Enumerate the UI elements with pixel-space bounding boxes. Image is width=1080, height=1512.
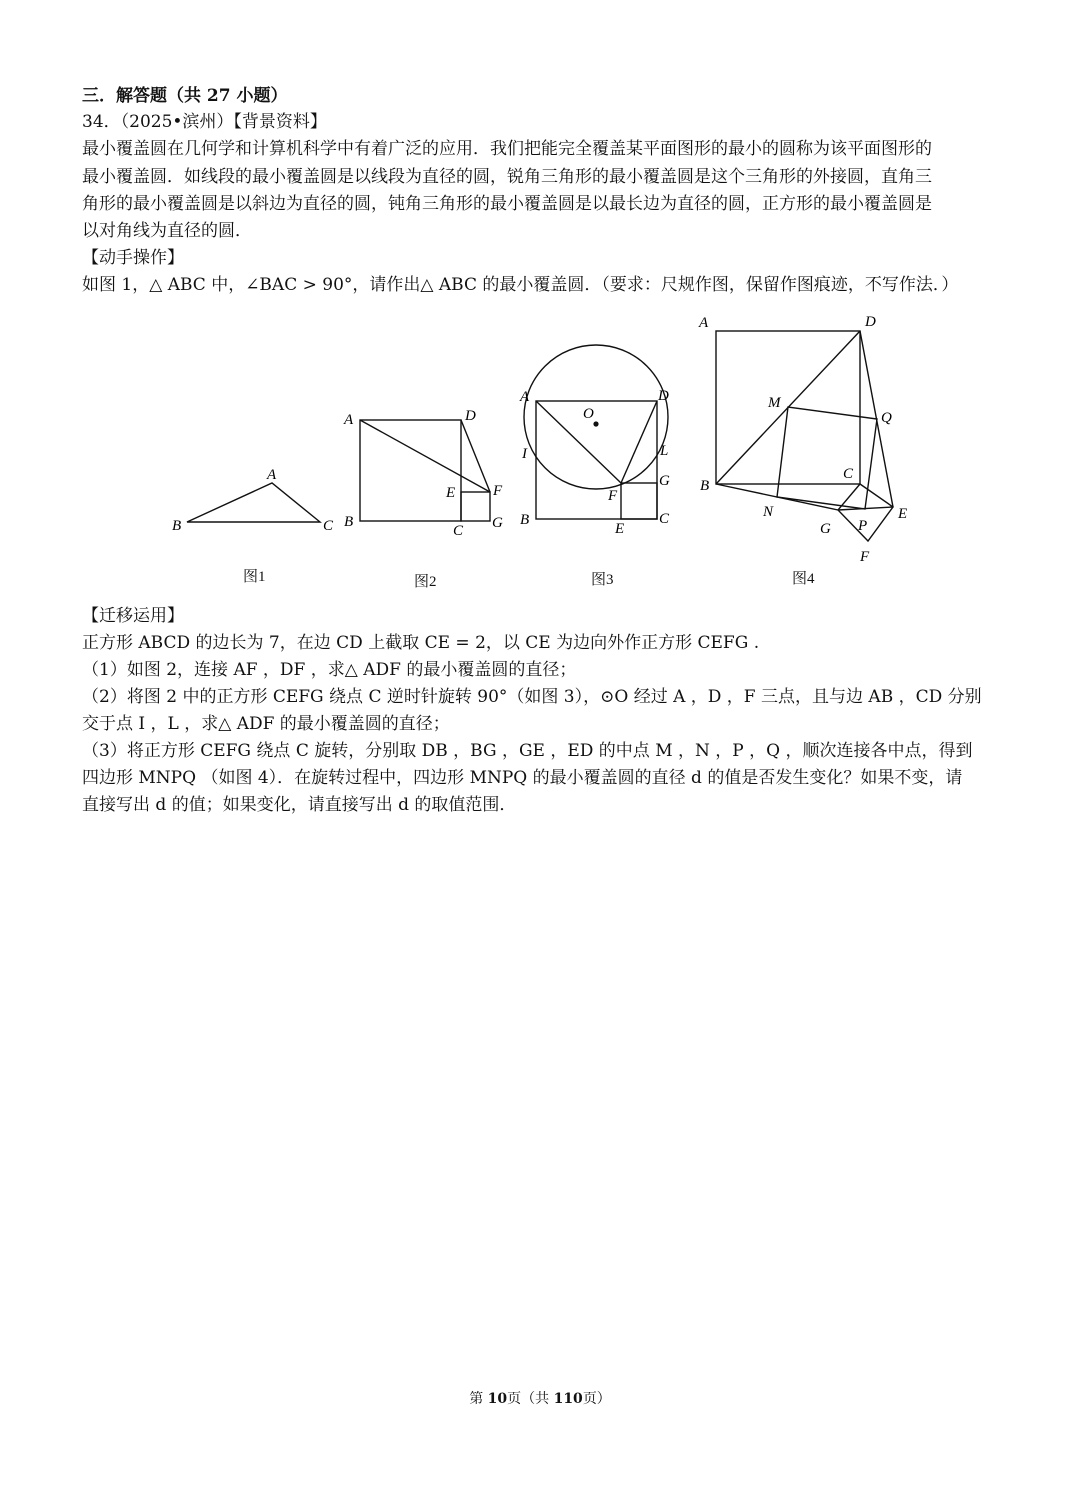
page-footer [0,1388,1080,1408]
fig4-label-g: G [820,521,831,537]
fig4-label-p: P [858,518,868,534]
fig1-label-c: C [323,518,334,534]
footer-post: 页） [582,1391,611,1407]
fig2-label-a: A [344,412,354,428]
fig4-label-e: E [898,506,908,522]
fig4-label-c: C [843,466,854,482]
background-line: 角形的最小覆盖圆是以斜边为直径的圆，钝角三角形的最小覆盖圆是以最长边为直径的圆，正方形的最小覆盖圆是 [82,194,932,214]
fig3-center-dot [593,421,598,426]
fig3-label-o: O [583,406,594,422]
footer-total-pages: 110 [553,1391,583,1407]
transfer-title: 【迁移运用】 [82,606,184,626]
fig3-label-l: L [660,443,669,459]
figure-caption-3: 图3 [591,572,614,588]
footer-page-number: 10 [487,1391,508,1407]
fig2-label-b: B [344,514,354,530]
fig4-label-n: N [763,504,774,520]
background-line: 最小覆盖圆在几何学和计算机科学中有着广泛的应用．我们把能完全覆盖某平面图形的最小的圆称为该平面图形的 [82,139,932,159]
fig3-label-g: G [659,473,670,489]
figure-caption-2: 图2 [414,574,437,590]
transfer-line: 四边形 MNPQ （如图 4）．在旋转过程中，四边形 MNPQ 的最小覆盖圆的直径 d 的值是否发生变化？如果不变，请 [82,768,963,788]
fig2-label-g: G [492,515,503,531]
footer-mid: 页（共 [507,1391,554,1407]
fig2-square-cefg [461,492,490,521]
fig3-circle [524,345,668,489]
fig4-label-b: B [700,478,710,494]
figure-caption-1: 图1 [243,569,266,585]
section-title: 三．解答题（共 27 小题） [82,86,288,106]
problem-header: 34．（2025•滨州）【背景资料】 [82,112,327,132]
fig2-label-c: C [453,523,464,539]
fig2-square-abcd [360,420,461,521]
hands-on-text: 如图 1，△ ABC 中，∠BAC > 90°，请作出△ ABC 的最小覆盖圆．（要求：尺规作图，保留作图痕迹，不写作法．） [82,275,959,295]
figures [0,0,1080,600]
transfer-line: （3）将正方形 CEFG 绕点 C 旋转，分别取 DB ，BG ，GE ，ED 的中点 M ，N ，P ，Q ，顺次连接各中点，得到 [82,741,973,761]
hands-on-title: 【动手操作】 [82,248,184,268]
transfer-line: 正方形 ABCD 的边长为 7，在边 CD 上截取 CE = 2，以 CE 为边向外作正方形 CEFG . [82,633,760,653]
fig1-triangle [187,483,320,522]
fig4-label-a: A [699,315,709,331]
fig2-line-af [360,420,490,492]
fig3-label-b: B [520,512,530,528]
fig2-label-d: D [465,408,476,424]
fig3-label-e: E [615,521,625,537]
fig3-label-d: D [658,388,669,404]
fig3-label-f: F [608,488,618,504]
fig3-label-a: A [520,389,530,405]
fig1-label-b: B [172,518,182,534]
transfer-line: 直接写出 d 的值；如果变化，请直接写出 d 的取值范围． [82,795,517,815]
transfer-line: （2）将图 2 中的正方形 CEFG 绕点 C 逆时针旋转 90°（如图 3），⊙O 经过 A ，D ，F 三点，且与边 AB ，CD 分别 [82,687,982,707]
fig4-label-q: Q [881,410,892,426]
transfer-line: 交于点 I ，L ，求△ ADF 的最小覆盖圆的直径； [82,714,450,734]
transfer-line: （1）如图 2，连接 AF ，DF ，求△ ADF 的最小覆盖圆的直径； [82,660,577,680]
fig1-label-a: A [267,467,277,483]
figure-caption-4: 图4 [792,571,815,587]
fig2-label-e: E [446,485,456,501]
fig3-square-cefg [621,483,657,519]
background-line: 最小覆盖圆．如线段的最小覆盖圆是以线段为直径的圆，锐角三角形的最小覆盖圆是这个三角形的外接圆，直角三 [82,167,932,187]
background-line: 以对角线为直径的圆． [82,221,252,241]
fig2-label-f: F [493,483,503,499]
fig4-label-d: D [865,314,876,330]
fig4-label-m: M [768,395,781,411]
fig4-label-f: F [860,549,870,565]
fig3-line-df [621,401,657,483]
footer-pre: 第 [469,1391,488,1407]
fig2-line-df [461,420,490,492]
fig3-label-i: I [522,446,527,462]
fig4-quad-mnpq [777,407,877,509]
fig3-label-c: C [659,511,670,527]
